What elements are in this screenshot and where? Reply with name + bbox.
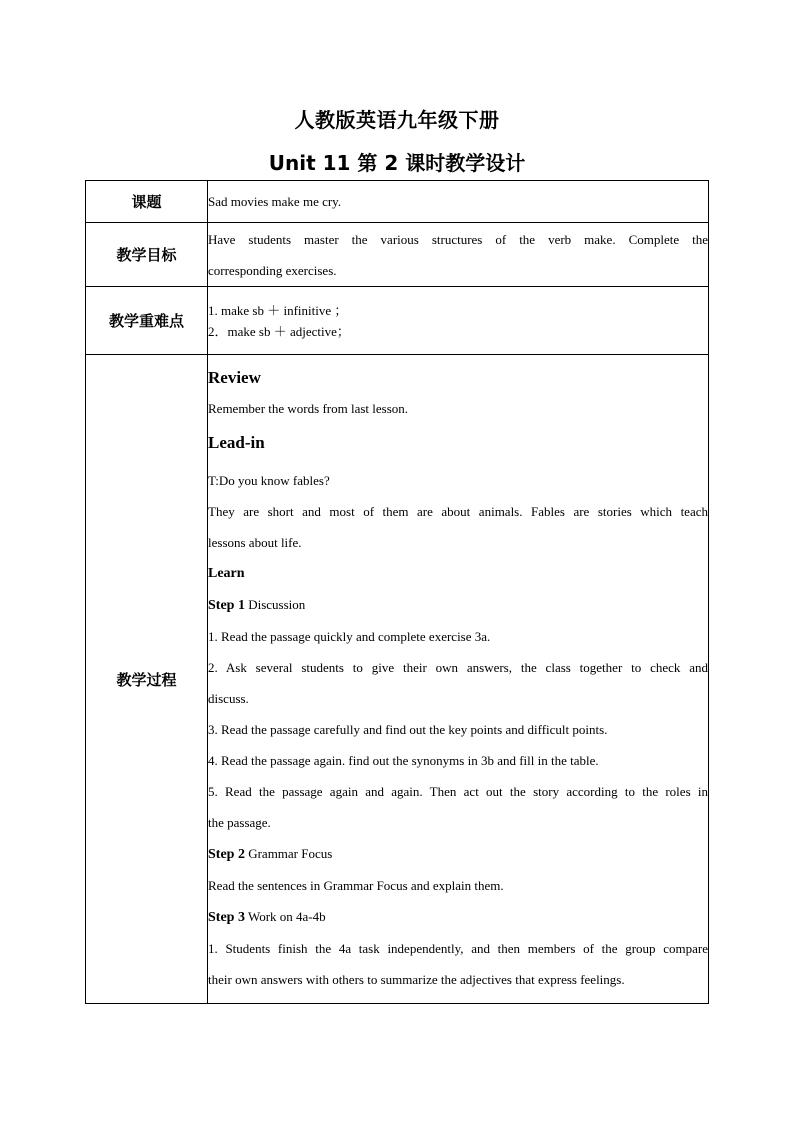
step2-heading [208, 838, 708, 870]
lesson-plan-table [85, 180, 709, 1004]
document-title: 人教版英语九年级下册 [294, 108, 500, 132]
step3-label: Step 3 [208, 910, 245, 925]
key-points-cell [208, 287, 709, 355]
review-text: Remember the words from last lesson. [208, 401, 409, 416]
key-points-label: 教学重难点 [86, 287, 208, 355]
step2-title: Grammar Focus [244, 846, 333, 861]
step1-item-4: 4. Read the passage again. find out the synonyms in 3b and fill in the table. [208, 753, 599, 768]
step1-item-5-line-2: the passage. [208, 815, 271, 830]
step3-item-1-line-1: 1. Students finish the 4a task independently, and then members of the group compare [208, 941, 708, 956]
leadin-text-line-1: They are short and most of them are about animals. Fables are stories which teach [208, 504, 708, 519]
topic-label: 课题 [86, 181, 208, 223]
objectives-row [86, 223, 709, 287]
topic-value: Sad movies make me cry. [208, 181, 709, 223]
process-label: 教学过程 [86, 355, 208, 1004]
objectives-line-1: Have students master the various structures of the verb make. Complete the [208, 231, 708, 247]
leadin-question: T:Do you know fables? [208, 473, 330, 488]
step1-item-2-line-2: discuss. [208, 691, 249, 706]
leadin-text-line-2: lessons about life. [208, 535, 302, 550]
review-heading: Review [208, 368, 261, 387]
process-row [86, 355, 709, 1004]
step1-label: Step 1 [208, 598, 245, 613]
step1-title: Discussion [244, 597, 306, 612]
step2-text: Read the sentences in Grammar Focus and explain them. [208, 878, 504, 893]
document-subtitle: Unit 11 第 2 课时教学设计 [268, 151, 526, 175]
topic-row [86, 181, 709, 223]
key-points-row [86, 287, 709, 355]
step1-item-5-line-1: 5. Read the passage again and again. Then act out the story according to the roles in [208, 784, 708, 799]
learn-heading: Learn [208, 566, 245, 581]
key-point-item: 2．make sb ＋ adjective； [208, 323, 350, 339]
process-cell [208, 355, 709, 1004]
step1-heading [208, 589, 708, 621]
step3-item-1-line-2: their own answers with others to summarize the adjectives that express feelings. [208, 972, 625, 987]
step2-label: Step 2 [208, 847, 245, 862]
objectives-cell [208, 223, 709, 287]
step3-heading [208, 901, 708, 933]
step1-item-1: 1. Read the passage quickly and complete exercise 3a. [208, 629, 491, 644]
key-point-item: 1. make sb ＋ infinitive ； [208, 302, 348, 318]
objectives-label: 教学目标 [86, 223, 208, 287]
step1-item-2-line-1: 2. Ask several students to give their own answers, the class together to check and [208, 660, 708, 675]
step3-title: Work on 4a-4b [244, 909, 326, 924]
leadin-heading: Lead-in [208, 433, 265, 452]
step1-item-3: 3. Read the passage carefully and find out the key points and difficult points. [208, 722, 608, 737]
objectives-line-2: corresponding exercises. [208, 262, 337, 278]
